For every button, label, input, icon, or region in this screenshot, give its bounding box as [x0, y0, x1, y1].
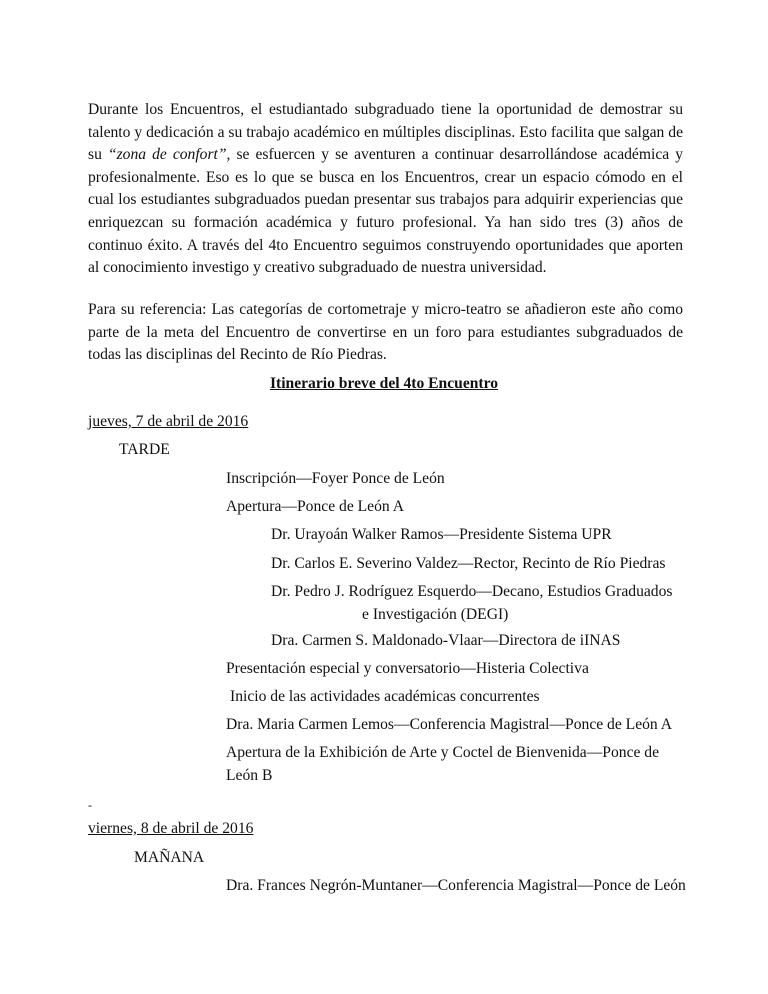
speaker-item: Dr. Urayoán Walker Ramos—Presidente Sistema UPR	[271, 526, 612, 543]
schedule-item: Inicio de las actividades académicas concurrentes	[230, 688, 540, 705]
reference-paragraph: Para su referencia: Las categorías de cortometraje y micro-teatro se añadieron este año como parte de la meta del Encuentro de convertirse en un foro para estudiantes subgraduados de todas las disciplinas del Recinto de Río Piedras.	[88, 301, 683, 364]
schedule-item: Apertura de la Exhibición de Arte y Coctel de Bienvenida—Ponce de León B	[226, 744, 660, 784]
speaker-item-line2: e Investigación (DEGI)	[362, 605, 509, 623]
separator-mark: -	[88, 798, 92, 812]
speaker-item: Dra. Carmen S. Maldonado-Vlaar—Directora de iINAS	[271, 632, 621, 649]
schedule-item: Presentación especial y conversatorio—Histeria Colectiva	[226, 660, 589, 677]
schedule-item: Dra. Maria Carmen Lemos—Conferencia Magistral—Ponce de León A	[226, 716, 673, 733]
speaker-item	[271, 581, 672, 626]
day1-period: TARDE	[119, 441, 170, 458]
speaker-item: Dr. Carlos E. Severino Valdez—Rector, Recinto de Río Piedras	[271, 555, 666, 572]
schedule-item: Apertura—Ponce de León A	[226, 498, 404, 515]
day2-date: viernes, 8 de abril de 2016	[88, 820, 254, 837]
schedule-item: Inscripción—Foyer Ponce de León	[226, 470, 445, 487]
intro-emphasis: “zona de confort”,	[107, 146, 231, 164]
schedule-item: Dra. Frances Negrón-Muntaner—Conferencia Magistral—Ponce de León	[226, 877, 686, 894]
speaker-item-line1: Dr. Pedro J. Rodríguez Esquerdo—Decano, Estudios Graduados	[271, 583, 673, 600]
intro-text-start: Durante los Encuentros, el estudiantado subgraduado tiene la oportunidad de demostrar su talento y dedicación a su trabajo académico en múltiples disciplinas. Esto facilita que salgan de su	[88, 101, 683, 164]
intro-paragraph	[88, 99, 683, 280]
day2-period: MAÑANA	[134, 849, 205, 866]
itinerary-title: Itinerario breve del 4to Encuentro	[269, 375, 499, 392]
day1-date: jueves, 7 de abril de 2016	[88, 413, 249, 430]
intro-text-end: se esfuercen y se aventuren a continuar desarrollándose académica y profesionalmente. Eso es lo que se busca en los Encuentros, crear un espacio cómodo en el cual los estudiantes subgraduados puedan presentar sus trabajos para adquirir experiencias que enriquezcan su formación académica y futuro profesional. Ya han sido tres (3) años de continuo éxito. A través del 4to Encuentro seguimos construyendo oportunidades que aporten al conocimiento investigo y creativo subgraduado de nuestra universidad.	[88, 146, 683, 277]
